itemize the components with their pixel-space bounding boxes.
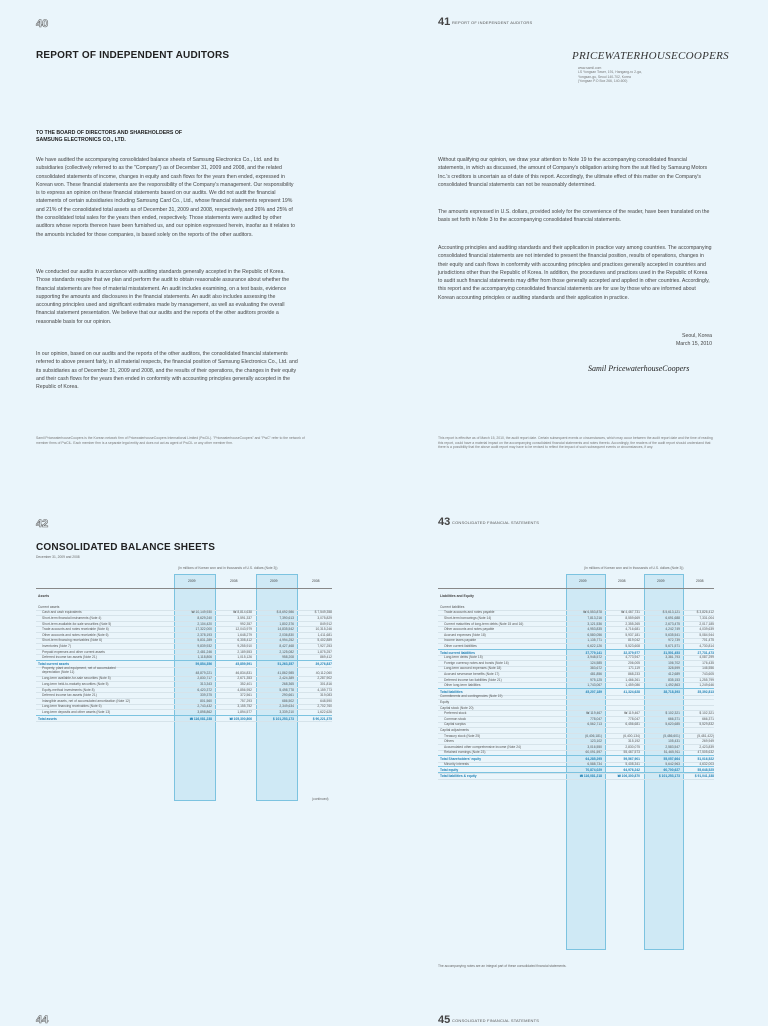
addressee-line-1: TO THE BOARD OF DIRECTORS AND SHAREHOLDERS OF [36, 130, 183, 136]
col-header: 2009 [188, 579, 196, 583]
row-label: Accrued expenses (Note 18) [444, 632, 486, 637]
paragraph-1: Without qualifying our opinion, we draw your attention to Note 19 to the accompanying consolidated financial statements, in which as discussed, the amount of Company's obligation arising from the suit filed by Samsung Motors Inc.'s creditors is uncertain as of date of this report. Accordingly, the ultimate effect of this matter on the Company's consolidated financial statements can not be reasonably determined. [438, 157, 708, 188]
row-label: Property, plant and equipment, net of accumulated depreciation (Note 11) [42, 666, 116, 675]
row-value: 6,580,056 [587, 632, 602, 637]
firm-address [578, 66, 642, 83]
row-label: Equity-method investments (Note 8) [42, 687, 95, 692]
page-40 [0, 0, 384, 480]
section-label: Assets [38, 594, 50, 598]
row-label: Other current liabilities [444, 643, 477, 648]
row-value: 14,835,542 [277, 627, 294, 632]
row-label: Intangible assets, net of accumulated amortization (Note 12) [42, 698, 130, 703]
row-value: 686,502 [282, 698, 294, 703]
row-value: 4,730,814 [699, 643, 714, 648]
row-value: 6,622,126 [587, 643, 602, 648]
row-label: Long-term accrued expenses (Note 18) [444, 666, 502, 671]
page-number: 43 [438, 516, 451, 528]
row-value: 481,856 [590, 671, 602, 676]
row-label: Total current assets [38, 661, 70, 666]
row-value: 2,017,185 [699, 621, 714, 626]
addressee-line-2: SAMSUNG ELECTRONICS CO., LTD. [36, 137, 126, 143]
row-label: Commitments and contingencies (Note 19) [440, 694, 503, 699]
row-label: Long-term held-to-maturity securities (Note 5) [42, 681, 109, 686]
row-label: Accrued severance benefits (Note 17) [444, 671, 500, 676]
row-value: ₩ 116,081,218 [579, 773, 602, 778]
row-value: 123,102 [590, 739, 602, 744]
row-value: 2,378,193 [197, 632, 212, 637]
row-label: Short-term financing receivables (Note 6) [42, 638, 103, 643]
row-label: Total current liabilities [440, 650, 475, 655]
row-value: 5,937,181 [625, 632, 640, 637]
row-value: 45,859,591 [235, 661, 252, 666]
row-value: 7,813,216 [587, 615, 602, 620]
row-label: Total Shareholders' equity [440, 756, 482, 761]
row-value: 60,700,627 [663, 768, 680, 773]
row-value: 2,189,553 [237, 649, 252, 654]
row-value: 41,324,628 [623, 689, 640, 694]
row-value: 3,155,752 [237, 704, 252, 709]
statement-note: The accompanying notes are an integral part of these consolidated financial statements. [438, 964, 567, 968]
row-label: Foreign currency notes and bonds (Note 16) [444, 660, 509, 665]
row-value: 975,125 [590, 677, 602, 682]
row-value: (6,406,181) [585, 733, 602, 738]
row-value: 2,481,246 [197, 649, 212, 654]
row-value: 1,492,863 [665, 683, 680, 688]
row-value: 27,731,473 [697, 650, 714, 655]
report-title: REPORT OF INDEPENDENT AUDITORS [36, 50, 230, 61]
row-value: 51,263,357 [277, 661, 294, 666]
row-value: 35,392,813 [697, 689, 714, 694]
row-label: Trade accounts and notes receivable (Note 6) [42, 627, 109, 632]
row-value: 51,465,911 [663, 750, 680, 755]
running-header: REPORT OF INDEPENDENT AUDITORS [452, 20, 533, 25]
row-value: 3,121,536 [587, 621, 602, 626]
row-label: Capital adjustments [440, 727, 469, 732]
row-value: 48,879,221 [195, 670, 212, 675]
row-value: 7,331,004 [699, 615, 714, 620]
row-label: Long-term financing receivables (Note 6) [42, 704, 102, 709]
row-value: 1,743,067 [587, 683, 602, 688]
row-value: 2,830,075 [625, 744, 640, 749]
row-value: 46,834,831 [235, 670, 252, 675]
row-label: Other accounts and notes receivable (Note 6) [42, 632, 109, 637]
row-value: 269,949 [702, 739, 714, 744]
page-number: 40 [36, 18, 49, 30]
row-value: $ 8,692,986 [276, 610, 294, 615]
row-value: 2,424,389 [279, 676, 294, 681]
row-value: 2,125,082 [279, 649, 294, 654]
page-41 [384, 0, 768, 480]
addressee [36, 130, 182, 144]
row-value: 41,862,985 [277, 670, 294, 675]
row-value: (6,400,134) [623, 733, 640, 738]
row-label: Short-term available-for-sale securities (Note 5) [42, 621, 112, 626]
row-value: 17,322,000 [195, 627, 212, 632]
row-value: $ 101,253,173 [658, 773, 680, 778]
row-label: Long-term deposits and other assets (Note 13) [42, 709, 111, 714]
row-value: 757,293 [240, 698, 252, 703]
row-value: 2,349,634 [279, 704, 294, 709]
row-value: 3,339,210 [279, 709, 294, 714]
row-label: Capital stock (Note 20) [440, 705, 474, 710]
row-value: 849,912 [320, 621, 332, 626]
row-value: 958,208 [282, 655, 294, 660]
footnote: This report is effective as of March 15, 2010, the audit report date. Certain subsequent events or circumstances, which may occur between the audit report date and the time of reading this report, could have a material impact on the accompanying consolidated financial statements and notes thereto. Accordingly, the readers of the audit report should understand that there is a possibility that the above audit report may have to be revised to reflect the impact of such subsequent events or circumstances, if any. [438, 436, 713, 449]
row-value: 5,498,778 [279, 687, 294, 692]
signature: Samil PricewaterhouseCoopers [588, 364, 690, 373]
row-value: 7,927,253 [317, 643, 332, 648]
row-value: 55,648,525 [697, 768, 714, 773]
row-label: Accumulated other comprehensive income (Note 24) [444, 744, 521, 749]
row-label: Minority interests [444, 761, 469, 766]
row-value: 3,948,572 [587, 655, 602, 660]
row-value: 352,401 [240, 681, 252, 686]
row-value: 1,255,799 [699, 677, 714, 682]
row-value: 64,285,295 [585, 756, 602, 761]
continued-label: (continued) [312, 797, 329, 801]
row-value: 31,501,453 [663, 650, 680, 655]
row-value: ₩ 105,300,806 [229, 716, 252, 721]
row-value: 9,839,932 [197, 643, 212, 648]
row-value: 55,467,573 [623, 750, 640, 755]
row-value: 3,381,793 [665, 655, 680, 660]
row-value: $ 102,321 [699, 711, 714, 716]
row-value: 70,874,029 [585, 768, 602, 773]
row-value: $ 102,321 [665, 711, 680, 716]
row-value: 2,423,839 [699, 744, 714, 749]
row-value: 319,083 [320, 693, 332, 698]
row-value: 2,673,475 [665, 621, 680, 626]
row-value: 9,255,910 [237, 643, 252, 648]
section-label: Liabilities and Equity [440, 594, 474, 598]
row-value: $ 91,041,338 [694, 773, 714, 778]
row-value: ₩ 119,467 [586, 711, 602, 716]
row-value: 3,898,862 [197, 709, 212, 714]
row-value: 171,119 [628, 666, 640, 671]
row-label: Equity [440, 699, 450, 704]
row-value: 1,802,376 [279, 621, 294, 626]
row-value: 40,112,060 [315, 670, 332, 675]
row-label: Total liabilities & equity [440, 773, 477, 778]
page-number: 41 [438, 16, 451, 28]
row-value: 1,015,126 [237, 655, 252, 660]
col-header: 2008 [618, 579, 626, 583]
row-value: 105,431 [668, 739, 680, 744]
row-label: Cash and cash equivalents [42, 610, 82, 615]
paragraph-3: Accounting principles and auditing standards and their application in practice vary among countries. The accompanying consolidated financial statements are not intended to present the financial position, results of operations, changes in their equity and cash flows in conformity with accounting principles and practices generally accepted in countries and jurisdictions other than the Republic of Korea. In addition, the procedures and practices used in the Republic of Korea to audit such financial statements may differ from those generally accepted and applied in other countries. Accordingly, this report and the accompanying consolidated financial statements are for use by those who are informed about Korean accounting principles or auditing standards and their application in practice. [438, 245, 712, 301]
col-header: 2008 [312, 579, 320, 583]
row-value: 59,567,901 [623, 756, 640, 761]
row-value: 778,047 [590, 716, 602, 721]
row-label: Short-term borrowings (Note 14) [444, 615, 492, 620]
row-value: 313,343 [200, 681, 212, 686]
row-value: 2,287,902 [317, 676, 332, 681]
row-label: Deferred income tax assets (Note 21) [42, 655, 97, 660]
row-value: 3,016,550 [587, 744, 602, 749]
row-value: ₩ 116,081,238 [189, 716, 212, 721]
row-label: Preferred stock [444, 711, 467, 716]
balance-sheet-liabilities [438, 574, 714, 954]
row-value: 55,057,664 [663, 756, 680, 761]
table-row [438, 772, 714, 780]
row-value: 146,556 [702, 666, 714, 671]
row-value: 1,249,646 [699, 683, 714, 688]
row-label: Other long-term liabilities [444, 683, 481, 688]
row-value: 176,435 [702, 660, 714, 665]
balance-sheet-assets [36, 574, 332, 804]
row-label: Others [444, 739, 454, 744]
row-value: 7,390,613 [279, 615, 294, 620]
row-value: 1,875,257 [317, 649, 332, 654]
row-value: 4,994,252 [279, 638, 294, 643]
row-value: 5,642,963 [665, 761, 680, 766]
row-value: 868,233 [628, 671, 640, 676]
statement-subtitle: December 31, 2009 and 2008 [36, 555, 80, 559]
row-value: 383,672 [590, 666, 602, 671]
header-rule [438, 588, 714, 589]
row-value: 2,702,760 [317, 704, 332, 709]
paragraph-3: In our opinion, based on our audits and the reports of the other auditors, the consolidated financial statements referred to above present fairly, in all material respects, the financial position of Samsung Electronics Co., Ltd. and its subsidiaries as of December 31, 2009 and 2008, and the results of their operations, the changes in their equity and their cash flows for the years then ended in conformity with accounting principles generally accepted in the Republic of Korea. [36, 351, 298, 391]
row-value: 1,411,681 [317, 632, 332, 637]
row-value: 60,091,597 [585, 750, 602, 755]
row-label: Current maturities of long-term debts (Note 15 and 16) [444, 621, 524, 626]
row-value: 51,016,522 [697, 756, 714, 761]
row-value: 6,308,412 [237, 638, 252, 643]
row-value: 4,856,952 [237, 687, 252, 692]
col-header: 2008 [230, 579, 238, 583]
row-value: 1,118,806 [197, 655, 212, 660]
row-value: 5,402,889 [317, 638, 332, 643]
row-value: $ 90,221,375 [312, 716, 332, 721]
row-value: 701,475 [702, 638, 714, 643]
row-value: $ 7,549,358 [314, 610, 332, 615]
row-value: 39,276,837 [315, 661, 332, 666]
row-value: ₩ 106,300,870 [617, 773, 640, 778]
row-value: 835,153 [668, 677, 680, 682]
paragraph-1: We have audited the accompanying consolidated balance sheets of Samsung Electronics Co., Ltd. and its subsidiaries (collectively referred to as the "Company") as of December 31, 2009 and 2008, and the related consolidated statements of income, changes in equity and cash flows for the years then ended, expressed in Korean won. These financial statements are the responsibility of the Company's management. Our responsibility is to express an opinion on these financial statements based on our audits. We did not audit the financial statements of certain subsidiaries including Samsung Card Co., Ltd., whose financial statements represent 19% and 21% of the consolidated total assets as of December 31, 2009 and 2008, respectively, and 26% and 25% of the consolidated total sales for the years then ended, respectively. Those statements were audited by other auditors whose reports thereon have been furnished us, and our opinion expressed herein, insofar as it relates to the amounts included for those companies, is based solely on the reports of the other auditors. [36, 157, 295, 238]
row-label: Trade accounts and notes payable [444, 610, 495, 615]
row-value: 801,560 [200, 698, 212, 703]
row-value: 666,371 [702, 716, 714, 721]
row-label: Other accounts and notes payable [444, 627, 495, 632]
report-date: March 15, 2010 [675, 341, 712, 348]
row-value: 372,561 [240, 693, 252, 698]
row-value: 8,427,468 [279, 643, 294, 648]
row-value: 5,523,608 [625, 643, 640, 648]
row-value: ₩ 4,467,731 [621, 610, 640, 615]
row-value: 819,042 [628, 638, 640, 643]
row-value: 3,075,829 [317, 615, 332, 620]
address-line: www.samil.com [578, 66, 602, 70]
row-value: 59,854,356 [195, 661, 212, 666]
col-header: 2009 [579, 579, 587, 583]
row-value: 268,365 [282, 681, 294, 686]
row-label: Total assets [38, 716, 57, 721]
row-label: Long-term debts (Note 15) [444, 655, 483, 660]
row-value: 10,315,246 [315, 627, 332, 632]
row-value: 5,635,541 [665, 632, 680, 637]
row-value: 4,159,773 [317, 687, 332, 692]
row-value: 4,039,639 [699, 627, 714, 632]
row-value: 6,588,734 [587, 761, 602, 766]
row-value: (5,481,422) [697, 733, 714, 738]
footnote: Samil PricewaterhouseCoopers is the Korean network firm of PricewaterhouseCoopers International Limited (PwCIL). "PricewaterhouseCoopers" and "PwC" refer to the network of member firms of PwCIL. Each member firm is a separate legal entity and does not act as agent of PwCIL or any other member firm. [36, 436, 305, 445]
row-value: 8,629,240 [197, 615, 212, 620]
row-label: Short-term financial instruments (Note 4) [42, 615, 102, 620]
row-label: Inventories (Note 7) [42, 643, 71, 648]
row-value: 412,689 [668, 671, 680, 676]
row-value: 12,043,979 [235, 627, 252, 632]
address-line: (Yongsan P.O Box 266, 140-600) [578, 78, 628, 83]
row-value: 2,104,420 [197, 621, 212, 626]
row-value: 124,585 [590, 660, 602, 665]
address-line: LS Yongsan Tower, 191, Hangang-ro 2-ga, [578, 70, 642, 75]
units-note: (In millions of Korean won and in thousands of U.S. dollars (Note 3)) [584, 566, 684, 570]
row-label: Common stock [444, 716, 466, 721]
row-label: Deferred income tax assets (Note 21) [42, 693, 97, 698]
row-value: 2,036,830 [279, 632, 294, 637]
row-label: Capital surplus [444, 722, 466, 727]
row-value: 666,371 [668, 716, 680, 721]
row-value: 37,779,141 [585, 650, 602, 655]
row-label: Prepaid expenses and other current assets [42, 649, 105, 654]
col-header: 2009 [657, 579, 665, 583]
row-value: 106,702 [668, 660, 680, 665]
running-header: CONSOLIDATED FINANCIAL STATEMENTS [452, 1018, 540, 1023]
row-value: 6,420,372 [197, 687, 212, 692]
row-value: 45,207,189 [585, 689, 602, 694]
place: Seoul, Korea [682, 333, 712, 339]
row-value: 301,816 [320, 681, 332, 686]
row-value: 5,620,685 [665, 722, 680, 727]
row-value: (5,486,601) [663, 733, 680, 738]
row-label: Current assets [38, 604, 60, 609]
row-value: 2,830,717 [197, 676, 212, 681]
row-value: 6,562,713 [587, 722, 602, 727]
row-label: Current liabilities [440, 604, 465, 609]
row-value: 992,357 [240, 621, 252, 626]
row-value: ₩ 10,149,930 [191, 610, 212, 615]
row-value: ₩ 119,467 [624, 711, 640, 716]
statement-title: CONSOLIDATED BALANCE SHEETS [36, 542, 216, 553]
row-value: 1,894,577 [237, 709, 252, 714]
row-value: 743,605 [702, 671, 714, 676]
row-value: $ 3,826,412 [696, 610, 714, 615]
row-value: 4,242,749 [665, 627, 680, 632]
row-value: 206,005 [628, 660, 640, 665]
row-value: 1,648,279 [237, 632, 252, 637]
row-value: 6,691,688 [665, 615, 680, 620]
page-42 [0, 512, 384, 1002]
row-value: 6,456,681 [625, 722, 640, 727]
paragraph-2: We conducted our audits in accordance with auditing standards generally accepted in the Republic of Korea. Those standards require that we plan and perform the audit to obtain reasonable assurance about whether the financial statements are free of material misstatement. An audit includes examining, on a test basis, evidence supporting the amounts and disclosures in the financial statements. An audit also includes assessing the accounting principles used and significant estimates made by management, as well as evaluating the overall financial statement presentation. We believe that our audits and the reports of the other auditors provide a reasonable basis for our opinion. [36, 269, 290, 325]
page-number: 44 [36, 1014, 49, 1026]
row-value: ₩ 6,553,878 [583, 610, 602, 615]
row-value: 1,622,626 [317, 709, 332, 714]
pwc-logo: PRICEWATERHOUSECOOPERS [572, 50, 729, 62]
row-value: 4,087,299 [699, 655, 714, 660]
col-header: 2008 [696, 579, 704, 583]
row-value: 339,375 [200, 693, 212, 698]
row-value: 4,716,681 [625, 627, 640, 632]
row-value: 1,466,261 [625, 677, 640, 682]
row-value: 290,661 [282, 693, 294, 698]
header-rule [36, 588, 332, 589]
place-date [584, 332, 712, 349]
paragraph-2: The amounts expressed in U.S. dollars, provided solely for the convenience of the reader, have been translated on the basis set forth in Note 3 to the accompanying consolidated financial statements. [438, 209, 710, 224]
row-value: 972,739 [668, 638, 680, 643]
row-value: 5,529,832 [699, 722, 714, 727]
row-label: Treasury stock (Note 25) [444, 733, 481, 738]
page-43 [384, 512, 768, 1002]
table-row [36, 715, 332, 723]
row-value: 5,671,571 [665, 643, 680, 648]
row-value: 1,459,086 [625, 683, 640, 688]
row-value: 4,773,947 [625, 655, 640, 660]
row-value: 4,632,003 [699, 761, 714, 766]
row-value: 8,559,669 [625, 615, 640, 620]
row-value: 2,583,547 [665, 744, 680, 749]
row-value: 47,505,632 [697, 750, 714, 755]
row-value: 778,047 [628, 716, 640, 721]
row-label: Total equity [440, 768, 459, 773]
row-label: Income taxes payable [444, 638, 477, 643]
row-value: 5,408,341 [625, 761, 640, 766]
row-value: 4,953,835 [587, 627, 602, 632]
row-value: ₩ 8,814,638 [233, 610, 252, 615]
row-label: Long-term available-for-sale securities (Note 5) [42, 676, 111, 681]
row-value: 1,135,771 [587, 638, 602, 643]
units-note: (In millions of Korean won and in thousands of U.S. dollars (Note 3)) [178, 566, 278, 570]
col-header: 2009 [270, 579, 278, 583]
page-number: 42 [36, 518, 49, 530]
page-number: 45 [438, 1014, 451, 1026]
row-label: Total liabilities [440, 689, 463, 694]
row-value: 315,192 [628, 739, 640, 744]
row-label: Retained earnings (Note 23) [444, 750, 486, 755]
row-value: $ 101,253,173 [272, 716, 294, 721]
row-value: $ 5,613,121 [662, 610, 680, 615]
row-value: 2,743,432 [197, 704, 212, 709]
row-label: Deferred income tax liabilities (Note 21) [444, 677, 502, 682]
row-value: 328,599 [668, 666, 680, 671]
row-value: 5,831,289 [197, 638, 212, 643]
row-value: 869,412 [320, 655, 332, 660]
row-value: 32,379,977 [623, 650, 640, 655]
row-value: 3,591,337 [237, 615, 252, 620]
address-line: Yongsan-gu, Seoul 140-702, Korea [578, 74, 631, 79]
running-header: CONSOLIDATED FINANCIAL STATEMENTS [452, 520, 540, 525]
row-value: 2,671,353 [237, 676, 252, 681]
row-value: 2,355,265 [625, 621, 640, 626]
row-value: 648,590 [320, 698, 332, 703]
row-value: 5,084,944 [699, 632, 714, 637]
row-value: 38,718,393 [663, 689, 680, 694]
row-value: 64,976,242 [623, 768, 640, 773]
